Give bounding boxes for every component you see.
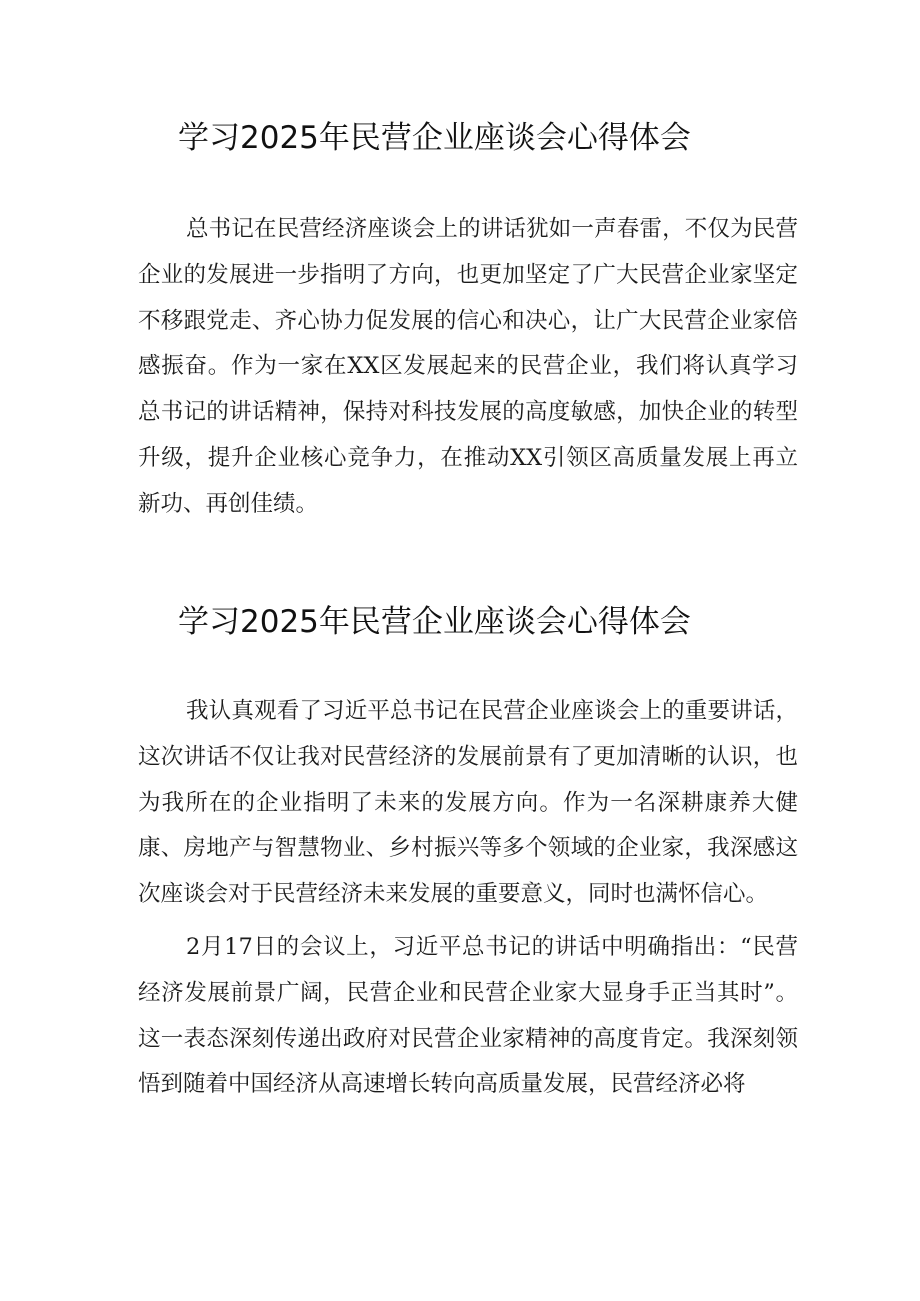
article-body xyxy=(138,689,798,1108)
article-section-1 xyxy=(138,112,798,528)
body-paragraph: 我认真观看了习近平总书记在民营企业座谈会上的重要讲话，这次讲话不仅让我对民营经济的发展前景有了更加清晰的认识，也为我所在的企业指明了未来的发展方向。作为一名深耕康养大健康、房地产与智慧物业、乡村振兴等多个领域的企业家，我深感这次座谈会对于民营经济未来发展的重要意义，同时也满怀信心。 xyxy=(138,698,798,908)
article-title: 学习2025年民营企业座谈会心得体会 xyxy=(178,604,691,640)
article-title: 学习2025年民营企业座谈会心得体会 xyxy=(178,120,691,156)
body-paragraph: 2月17日的会议上，习近平总书记的讲话中明确指出：“民营经济发展前景广阔，民营企业和民营企业家大显身手正当其时”。这一表态深刻传递出政府对民营企业家精神的高度肯定。我深刻领悟到随着中国经济从高速增长转向高质量发展，民营经济必将 xyxy=(138,933,798,1098)
article-section-2 xyxy=(138,596,798,1108)
article-body xyxy=(138,207,798,528)
body-paragraph: 总书记在民营经济座谈会上的讲话犹如一声春雷，不仅为民营企业的发展进一步指明了方向，也更加坚定了广大民营企业家坚定不移跟党走、齐心协力促发展的信心和决心，让广大民营企业家倍感振奋。作为一家在XX区发展起来的民营企业，我们将认真学习总书记的讲话精神，保持对科技发展的高度敏感，加快企业的转型升级，提升企业核心竞争力，在推动XX引领区高质量发展上再立新功、再创佳绩。 xyxy=(138,216,798,517)
